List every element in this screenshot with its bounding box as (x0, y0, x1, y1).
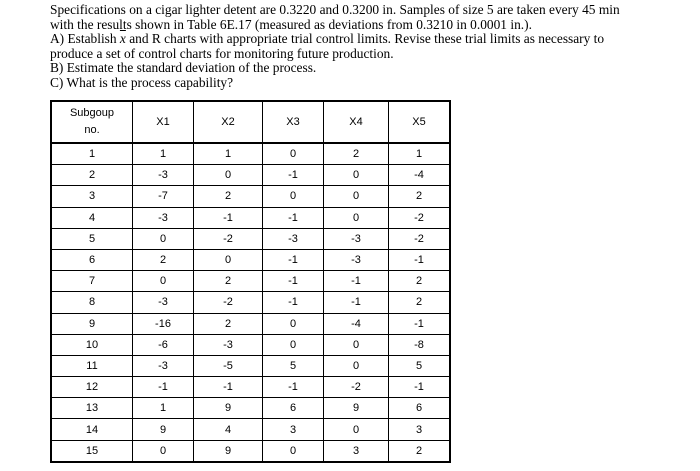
value-cell-x2: 2 (194, 271, 263, 292)
table-row (51, 440, 450, 462)
table-row (51, 186, 450, 207)
part-a-suffix: and R charts with appropriate trial control limits. Revise these trial limits as necessary to (125, 31, 605, 47)
value-cell-x3: 0 (263, 143, 324, 165)
value-cell-x1: 0 (133, 271, 194, 292)
value-cell-x5: 6 (389, 398, 451, 419)
problem-text (50, 3, 690, 91)
value-cell-x3: 5 (263, 355, 324, 376)
problem-line-2: with the results shown in Table 6E.17 (measured as deviations from 0.3210 in 0.0001 in.). (50, 16, 532, 32)
value-cell-x5: -1 (389, 377, 451, 398)
value-cell-x4: -1 (324, 292, 389, 313)
table-row (51, 377, 450, 398)
value-cell-x5: -4 (389, 165, 451, 186)
value-cell-x1: -6 (133, 334, 194, 355)
value-cell-x1: 1 (133, 143, 194, 165)
value-cell-x4: -3 (324, 228, 389, 249)
value-cell-x3: 6 (263, 398, 324, 419)
header-x3: X3 (263, 101, 324, 143)
value-cell-x1: 0 (133, 228, 194, 249)
subgroup-cell: 3 (51, 186, 133, 207)
x-bar-symbol: $\overline{x}$ (119, 31, 126, 47)
table-row (51, 292, 450, 313)
value-cell-x1: -1 (133, 377, 194, 398)
value-cell-x4: 0 (324, 355, 389, 376)
table-row (51, 355, 450, 376)
subgroup-cell: 1 (51, 143, 133, 165)
value-cell-x2: -2 (194, 228, 263, 249)
value-cell-x5: 2 (389, 271, 451, 292)
table-row (51, 207, 450, 228)
table-row (51, 398, 450, 419)
value-cell-x5: -2 (389, 207, 451, 228)
value-cell-x3: -1 (263, 207, 324, 228)
table-row (51, 165, 450, 186)
problem-line-1: Specifications on a cigar lighter detent are 0.3220 and 0.3200 in. Samples of size 5 are taken every 45 min (50, 2, 620, 17)
value-cell-x4: 9 (324, 398, 389, 419)
value-cell-x5: 2 (389, 440, 451, 462)
table-row (51, 334, 450, 355)
value-cell-x2: -1 (194, 377, 263, 398)
value-cell-x2: 2 (194, 313, 263, 334)
value-cell-x2: -2 (194, 292, 263, 313)
value-cell-x2: 0 (194, 249, 263, 270)
value-cell-x4: -2 (324, 377, 389, 398)
subgroup-cell: 9 (51, 313, 133, 334)
value-cell-x1: -3 (133, 165, 194, 186)
value-cell-x1: 9 (133, 419, 194, 440)
value-cell-x3: 0 (263, 186, 324, 207)
value-cell-x5: -1 (389, 249, 451, 270)
subgroup-cell: 14 (51, 419, 133, 440)
value-cell-x4: 0 (324, 186, 389, 207)
value-cell-x3: 3 (263, 419, 324, 440)
value-cell-x1: -7 (133, 186, 194, 207)
value-cell-x4: -3 (324, 249, 389, 270)
subgroup-cell: 5 (51, 228, 133, 249)
subgroup-cell: 12 (51, 377, 133, 398)
value-cell-x5: -8 (389, 334, 451, 355)
value-cell-x3: -1 (263, 165, 324, 186)
value-cell-x3: 0 (263, 313, 324, 334)
value-cell-x5: 3 (389, 419, 451, 440)
value-cell-x5: 2 (389, 186, 451, 207)
value-cell-x3: 0 (263, 334, 324, 355)
value-cell-x5: -2 (389, 228, 451, 249)
table-row (51, 143, 450, 165)
part-a-line-1 (50, 32, 690, 47)
header-x1: X1 (133, 101, 194, 143)
value-cell-x5: 1 (389, 143, 451, 165)
subgroup-cell: 8 (51, 292, 133, 313)
header-x5: X5 (389, 101, 451, 143)
value-cell-x5: -1 (389, 313, 451, 334)
header-x2: X2 (194, 101, 263, 143)
header-subgroup-line2: no. (84, 124, 100, 136)
subgroup-cell: 4 (51, 207, 133, 228)
table-header-row (51, 101, 450, 143)
value-cell-x3: -1 (263, 292, 324, 313)
header-x4: X4 (324, 101, 389, 143)
value-cell-x4: 0 (324, 419, 389, 440)
value-cell-x3: -3 (263, 228, 324, 249)
problem-statement (50, 3, 690, 91)
value-cell-x1: -3 (133, 292, 194, 313)
table-row (51, 249, 450, 270)
value-cell-x5: 5 (389, 355, 451, 376)
value-cell-x4: -4 (324, 313, 389, 334)
value-cell-x5: 2 (389, 292, 451, 313)
value-cell-x1: 0 (133, 440, 194, 462)
subgroup-cell: 11 (51, 355, 133, 376)
part-a-prefix: A) Establish (50, 31, 120, 47)
value-cell-x3: 0 (263, 440, 324, 462)
data-table (50, 100, 451, 463)
value-cell-x2: 9 (194, 440, 263, 462)
subgroup-cell: 10 (51, 334, 133, 355)
value-cell-x3: -1 (263, 377, 324, 398)
value-cell-x1: -3 (133, 355, 194, 376)
value-cell-x2: 9 (194, 398, 263, 419)
value-cell-x4: 0 (324, 207, 389, 228)
part-c: C) What is the process capability? (50, 74, 234, 90)
subgroup-cell: 13 (51, 398, 133, 419)
value-cell-x2: 0 (194, 165, 263, 186)
value-cell-x4: 0 (324, 165, 389, 186)
table-row (51, 271, 450, 292)
subgroup-cell: 7 (51, 271, 133, 292)
value-cell-x4: 3 (324, 440, 389, 462)
value-cell-x4: 2 (324, 143, 389, 165)
part-b: B) Estimate the standard deviation of the process. (50, 60, 317, 76)
value-cell-x1: -16 (133, 313, 194, 334)
subgroup-cell: 15 (51, 440, 133, 462)
table-row (51, 228, 450, 249)
value-cell-x2: -3 (194, 334, 263, 355)
subgroup-cell: 2 (51, 165, 133, 186)
value-cell-x3: -1 (263, 271, 324, 292)
value-cell-x2: 4 (194, 419, 263, 440)
value-cell-x4: 0 (324, 334, 389, 355)
table-row (51, 313, 450, 334)
table-row (51, 419, 450, 440)
value-cell-x2: -5 (194, 355, 263, 376)
header-subgroup (51, 101, 133, 143)
value-cell-x2: 1 (194, 143, 263, 165)
value-cell-x3: -1 (263, 249, 324, 270)
value-cell-x2: 2 (194, 186, 263, 207)
value-cell-x1: 1 (133, 398, 194, 419)
subgroup-cell: 6 (51, 249, 133, 270)
part-a-line-2: produce a set of control charts for monitoring future production. (50, 45, 394, 61)
value-cell-x2: -1 (194, 207, 263, 228)
value-cell-x4: -1 (324, 271, 389, 292)
value-cell-x1: -3 (133, 207, 194, 228)
value-cell-x1: 2 (133, 249, 194, 270)
header-subgroup-line1: Subgoup (69, 107, 115, 119)
table-body (51, 143, 450, 462)
